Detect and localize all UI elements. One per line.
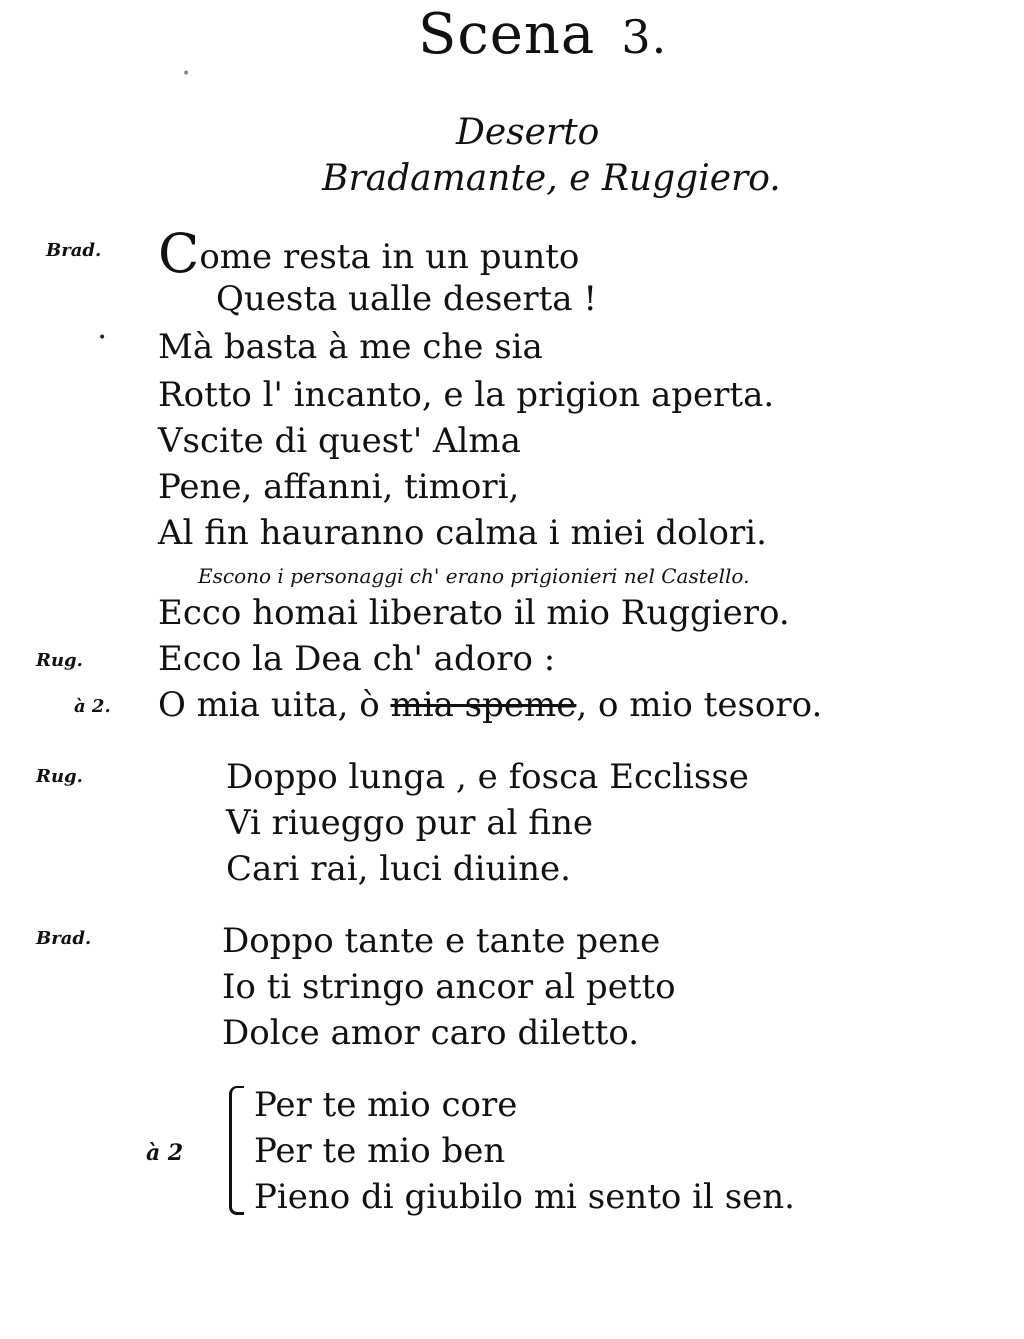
verse-line: Ecco la Dea ch' adoro : <box>158 639 556 679</box>
verse-line <box>158 222 580 285</box>
speaker-label: à 2 <box>146 1140 184 1166</box>
speaker-label: à 2. <box>74 696 111 717</box>
ink-speck: • <box>98 330 107 346</box>
verse-line: Cari rai, luci diuine. <box>226 849 571 889</box>
verse-line: Rotto l' incanto, e la prigion aperta. <box>158 375 775 415</box>
verse-line: Dolce amor caro diletto. <box>222 1013 640 1053</box>
setting-label: Deserto <box>456 112 600 153</box>
speaker-label: Brad. <box>36 928 92 949</box>
verse-line <box>158 685 823 725</box>
verse-text: , o mio tesoro. <box>576 685 823 725</box>
scene-title: Scena <box>418 2 596 67</box>
speaker-label: Rug. <box>36 650 83 671</box>
verse-line: Io ti stringo ancor al petto <box>222 967 676 1007</box>
verse-line: Vscite di quest' Alma <box>158 421 521 461</box>
stage-direction: Escono i personaggi ch' erano prigionieri nel Castello. <box>198 564 750 588</box>
drop-cap: C <box>158 222 200 285</box>
verse-line: Questa ualle deserta ! <box>216 279 598 319</box>
speaker-label: Brad. <box>46 240 102 261</box>
verse-line: Pieno di giubilo mi sento il sen. <box>254 1177 795 1217</box>
verse-line: Doppo tante e tante pene <box>222 921 661 961</box>
characters-label: Bradamante, e Ruggiero. <box>322 158 781 199</box>
verse-line: Ecco homai liberato il mio Ruggiero. <box>158 593 790 633</box>
verse-line: Per te mio ben <box>254 1131 506 1171</box>
ink-speck: • <box>182 66 191 82</box>
struck-text: mia speme <box>390 685 577 725</box>
speaker-label: Rug. <box>36 766 83 787</box>
verse-line: Doppo lunga , e fosca Ecclisse <box>226 757 749 797</box>
scene-heading <box>418 2 667 67</box>
scene-number: 3. <box>621 10 668 64</box>
verse-line: Per te mio core <box>254 1085 518 1125</box>
verse-line: Pene, affanni, timori, <box>158 467 520 507</box>
verse-line: Al fin hauranno calma i miei dolori. <box>158 513 767 553</box>
verse-line: Mà basta à me che sia <box>158 327 543 367</box>
verse-line: Vi riueggo pur al fine <box>226 803 593 843</box>
verse-text: ome resta in un punto <box>199 237 580 277</box>
duet-brace <box>229 1086 244 1215</box>
verse-text: O mia uita, ò <box>158 685 391 725</box>
